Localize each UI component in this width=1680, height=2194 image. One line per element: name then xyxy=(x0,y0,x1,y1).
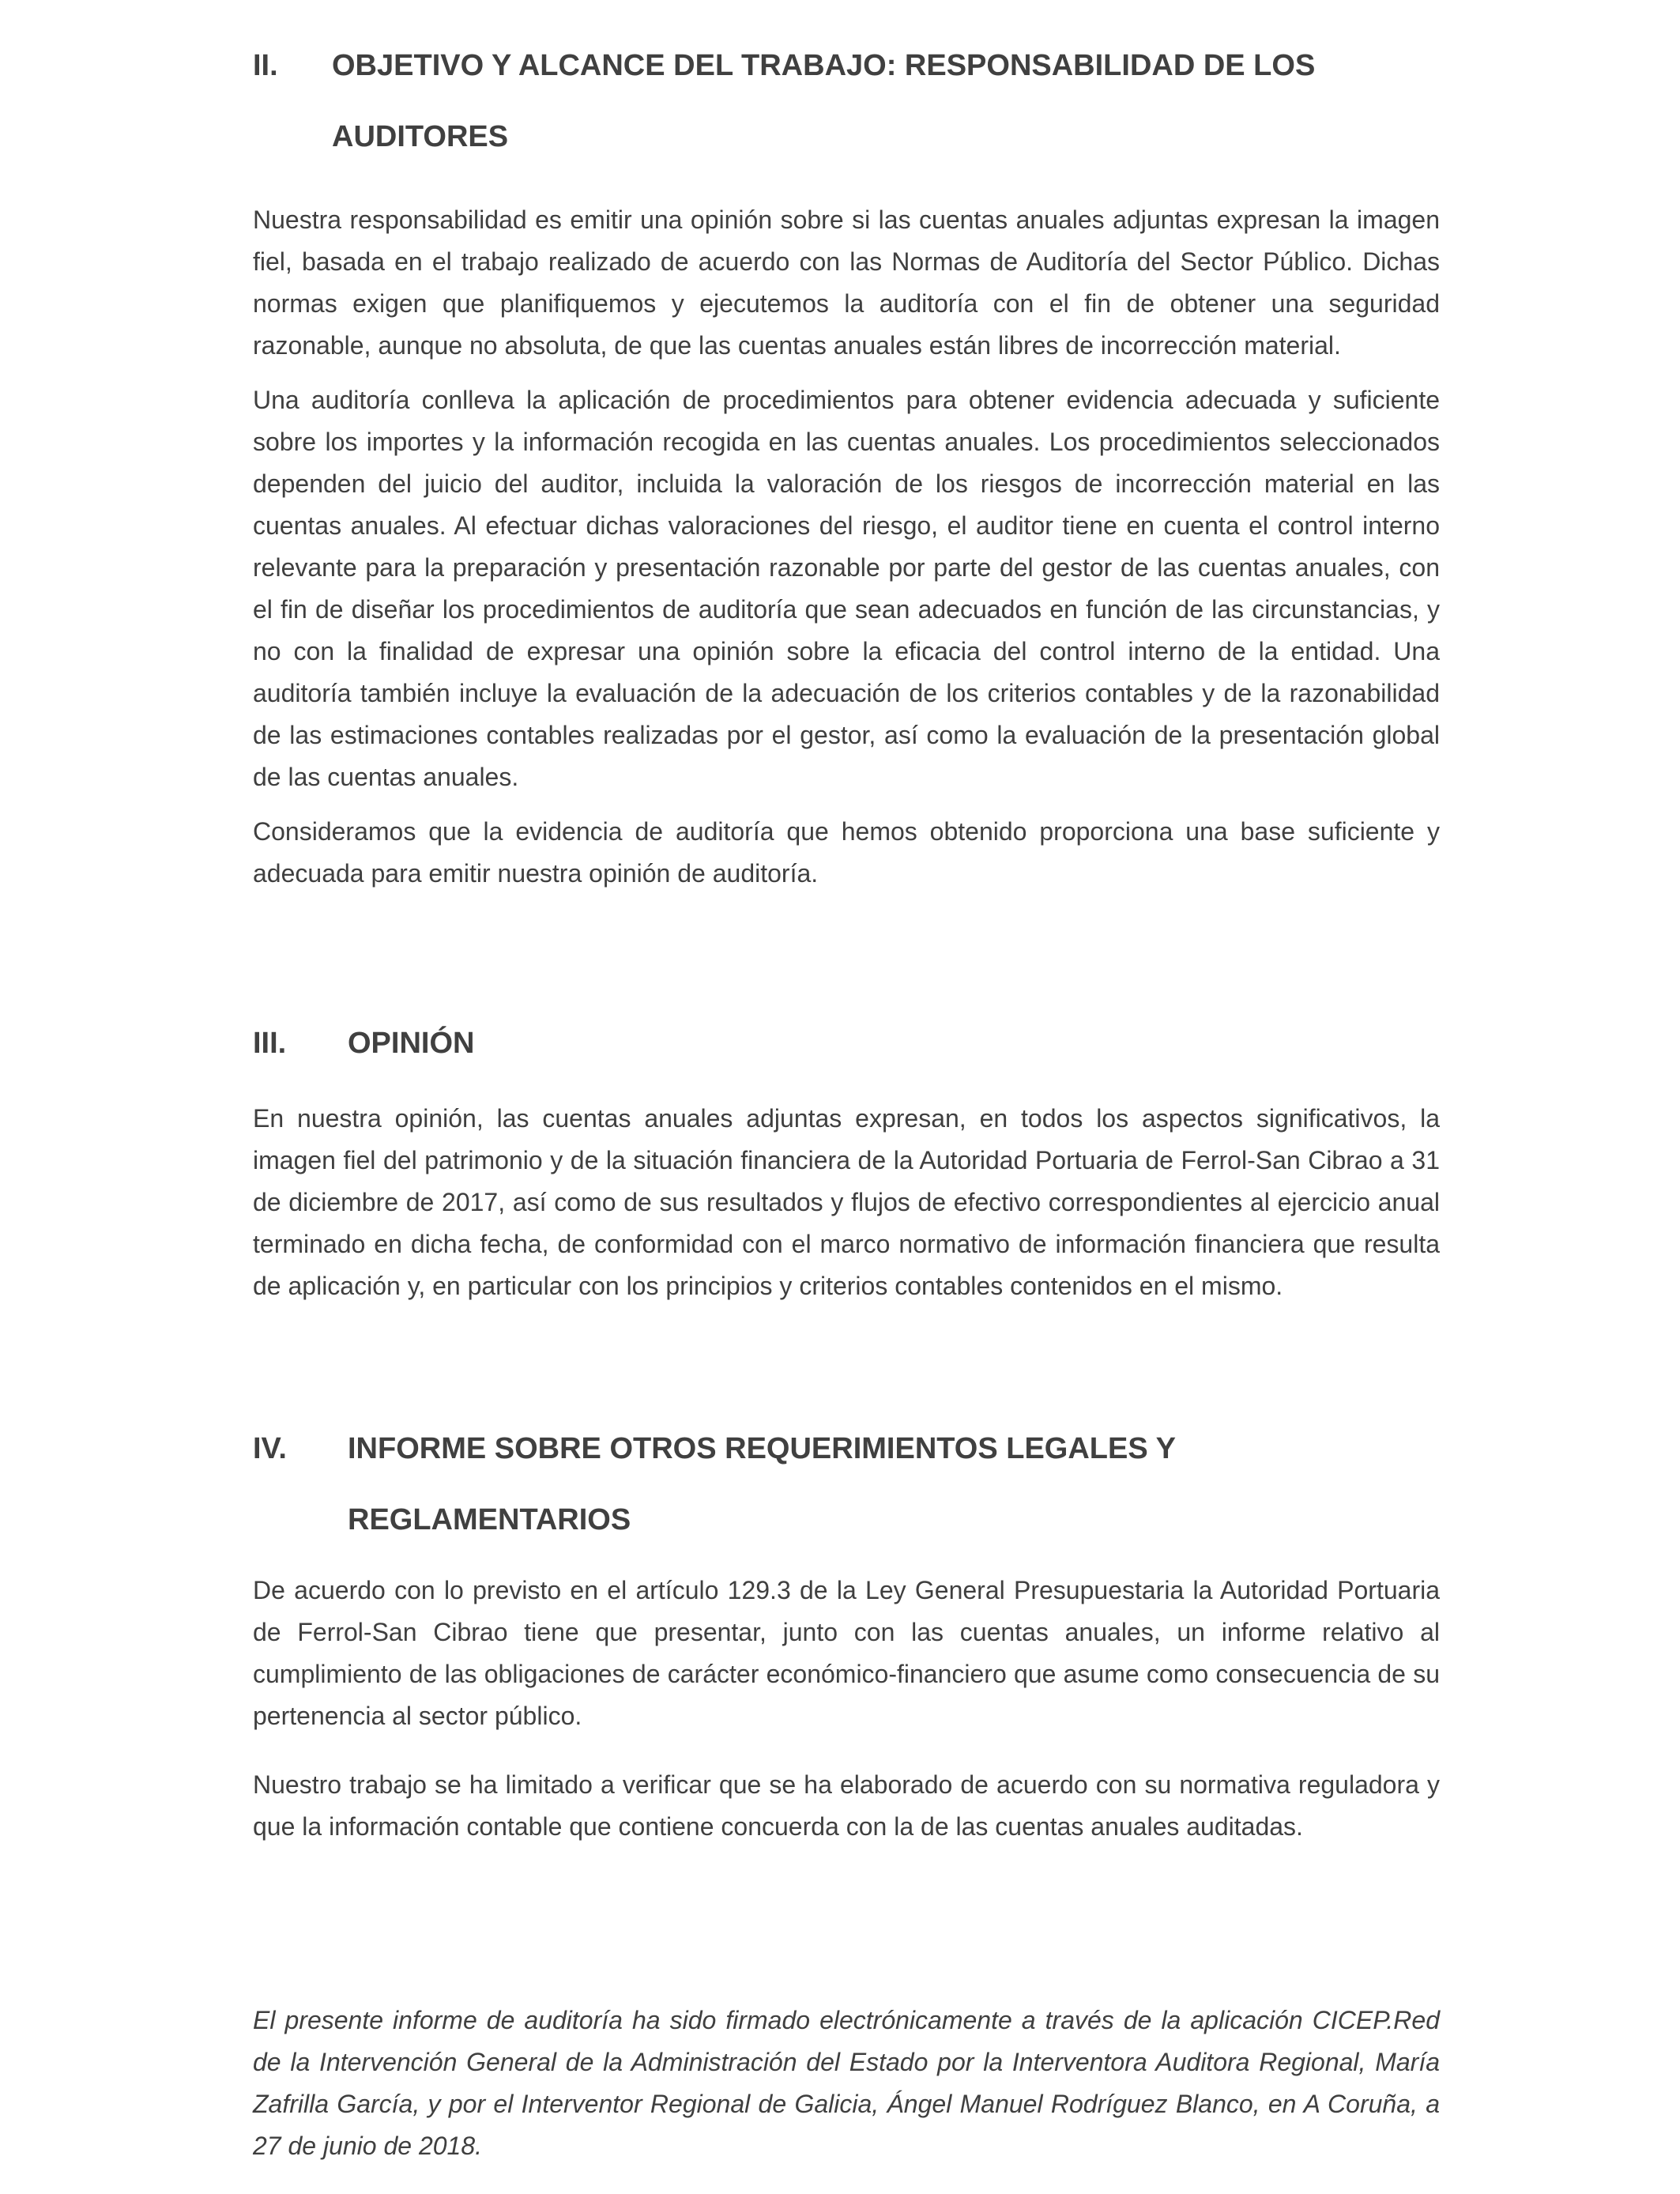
section-title-line-2: AUDITORES xyxy=(332,120,509,153)
section-title-line-1: OBJETIVO Y ALCANCE DEL TRABAJO: RESPONSABILIDAD DE LOS xyxy=(332,49,1316,82)
section-opinion xyxy=(253,1008,1440,1307)
section-heading xyxy=(253,1413,1440,1555)
paragraph: Nuestro trabajo se ha limitado a verificar que se ha elaborado de acuerdo con su normativa reguladora y que la información contable que contiene concuerda con la de las cuentas anuales auditadas. xyxy=(253,1770,1440,1841)
paragraph: De acuerdo con lo previsto en el artículo 129.3 de la Ley General Presupuestaria la Autoridad Portuaria de Ferrol-San Cibrao tiene que presentar, junto con las cuentas anuales, un informe relativo al cumplimiento de las obligaciones de carácter económico-financiero que asume como consecuencia de su pertenencia al sector público. xyxy=(253,1576,1440,1730)
section-title xyxy=(332,30,1440,172)
signature-note: El presente informe de auditoría ha sido firmado electrónicamente a través de la aplicación CICEP.Red de la Intervención General de la Administración del Estado por la Interventora Auditora Regional, María Zafrilla García, y por el Interventor Regional de Galicia, Ángel Manuel Rodríguez Blanco, en A Coruña, a 27 de junio de 2018. xyxy=(253,2006,1440,2160)
section-objetivo-alcance xyxy=(253,30,1440,895)
section-otros-requerimientos xyxy=(253,1413,1440,1848)
paragraph: En nuestra opinión, las cuentas anuales adjuntas expresan, en todos los aspectos significativos, la imagen fiel del patrimonio y de la situación financiera de la Autoridad Portuaria de Ferrol-San Cibrao a 31 de diciembre de 2017, así como de sus resultados y flujos de efectivo correspondientes al ejercicio anual terminado en dicha fecha, de conformidad con el marco normativo de información financiera que resulta de aplicación y, en particular con los principios y criterios contables contenidos en el mismo. xyxy=(253,1104,1440,1300)
section-title xyxy=(348,1413,1440,1555)
section-heading xyxy=(253,1008,1440,1079)
paragraph: Consideramos que la evidencia de auditoría que hemos obtenido proporciona una base suficiente y adecuada para emitir nuestra opinión de auditoría. xyxy=(253,817,1440,888)
paragraph: Una auditoría conlleva la aplicación de procedimientos para obtener evidencia adecuada y suficiente sobre los importes y la información recogida en las cuentas anuales. Los procedimientos seleccionados dependen del juicio del auditor, incluida la valoración de los riesgos de incorrección material en las cuentas anuales. Al efectuar dichas valoraciones del riesgo, el auditor tiene en cuenta el control interno relevante para la preparación y presentación razonable por parte del gestor de las cuentas anuales, con el fin de diseñar los procedimientos de auditoría que sean adecuados en función de las circunstancias, y no con la finalidad de expresar una opinión sobre la eficacia del control interno de la entidad. Una auditoría también incluye la evaluación de la adecuación de los criterios contables y de la razonabilidad de las estimaciones contables realizadas por el gestor, así como la evaluación de la presentación global de las cuentas anuales. xyxy=(253,386,1440,791)
section-title-line-2: REGLAMENTARIOS xyxy=(348,1503,631,1536)
section-title-line-1: INFORME SOBRE OTROS REQUERIMIENTOS LEGALES Y xyxy=(348,1432,1176,1465)
section-number: II. xyxy=(253,49,278,82)
section-heading xyxy=(253,30,1440,172)
paragraph: Nuestra responsabilidad es emitir una opinión sobre si las cuentas anuales adjuntas expresan la imagen fiel, basada en el trabajo realizado de acuerdo con las Normas de Auditoría del Sector Público. Dichas normas exigen que planifiquemos y ejecutemos la auditoría con el fin de obtener una seguridad razonable, aunque no absoluta, de que las cuentas anuales están libres de incorrección material. xyxy=(253,205,1440,360)
section-number: III. xyxy=(253,1027,287,1060)
signature-section xyxy=(253,2000,1440,2167)
section-title: OPINIÓN xyxy=(348,1027,475,1060)
section-number: IV. xyxy=(253,1432,287,1465)
